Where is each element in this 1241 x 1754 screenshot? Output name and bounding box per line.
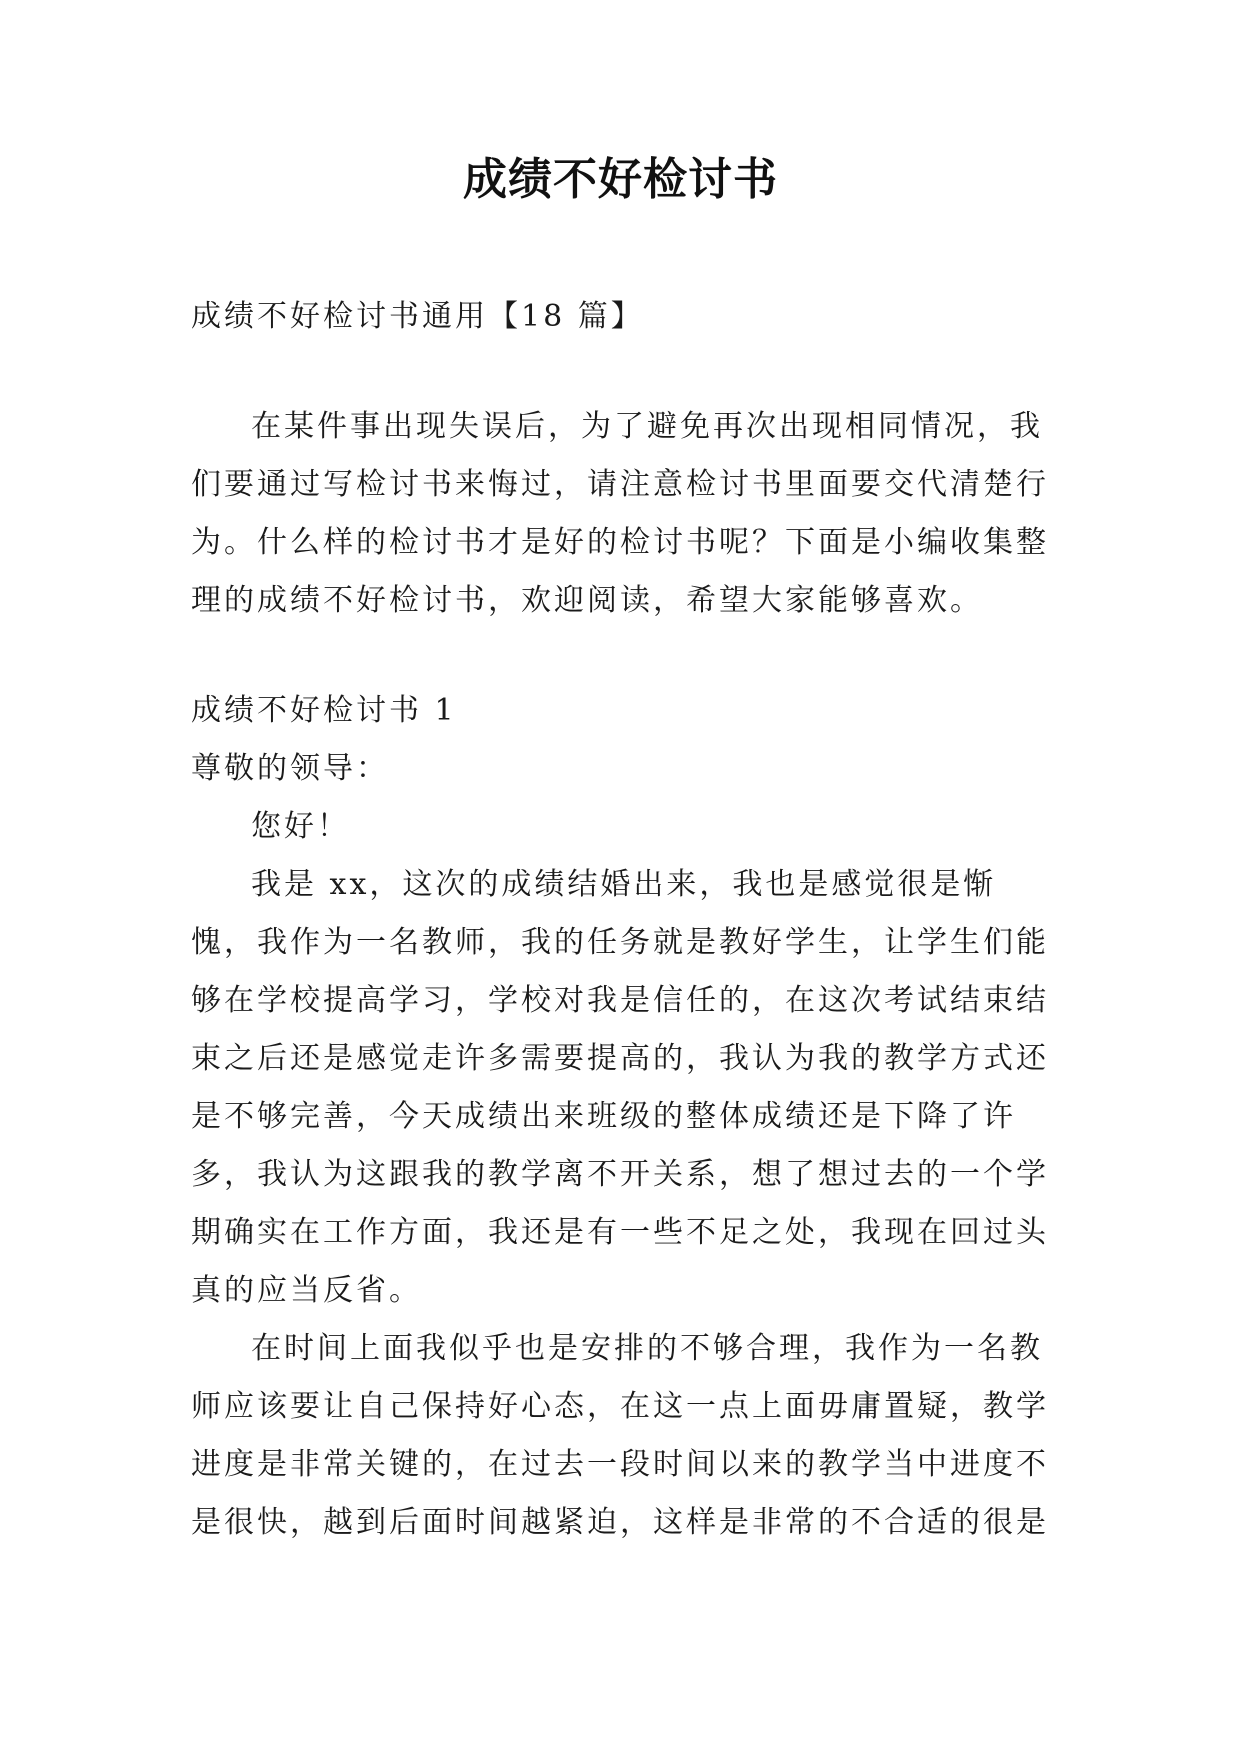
document-title: 成绩不好检讨书 — [463, 154, 778, 205]
section-heading: 成绩不好检讨书 1 — [191, 693, 457, 728]
salutation: 尊敬的领导： — [191, 751, 389, 786]
intro-paragraph: 在某件事出现失误后，为了避免再次出现相同情况，我们要通过写检讨书来悔过，请注意检讨书里面要交代清楚行为。什么样的检讨书才是好的检讨书呢？下面是小编收集整理的成绩不好检讨书，欢迎阅读，希望大家能够喜欢。 — [191, 409, 1049, 618]
section-spacer — [191, 630, 1051, 682]
document-subtitle: 成绩不好检讨书通用【18 篇】 — [191, 299, 644, 334]
body-paragraph: 在时间上面我似乎也是安排的不够合理，我作为一名教师应该要让自己保持好心态，在这一点上面毋庸置疑，教学进度是非常关键的，在过去一段时间以来的教学当中进度不是很快，越到后面时间越紧迫，这样是非常的不合适的很是 — [191, 1331, 1049, 1540]
body-paragraph: 我是 xx，这次的成绩结婚出来，我也是感觉很是惭愧，我作为一名教师，我的任务就是教好学生，让学生们能够在学校提高学习，学校对我是信任的，在这次考试结束结束之后还是感觉走许多需要提高的，我认为我的教学方式还是不够完善，今天成绩出来班级的整体成绩还是下降了许多，我认为这跟我的教学离不开关系，想了想过去的一个学期确实在工作方面，我还是有一些不足之处，我现在回过头真的应当反省。 — [191, 867, 1049, 1308]
document-body — [191, 288, 1051, 1552]
greeting: 您好！ — [251, 809, 350, 844]
